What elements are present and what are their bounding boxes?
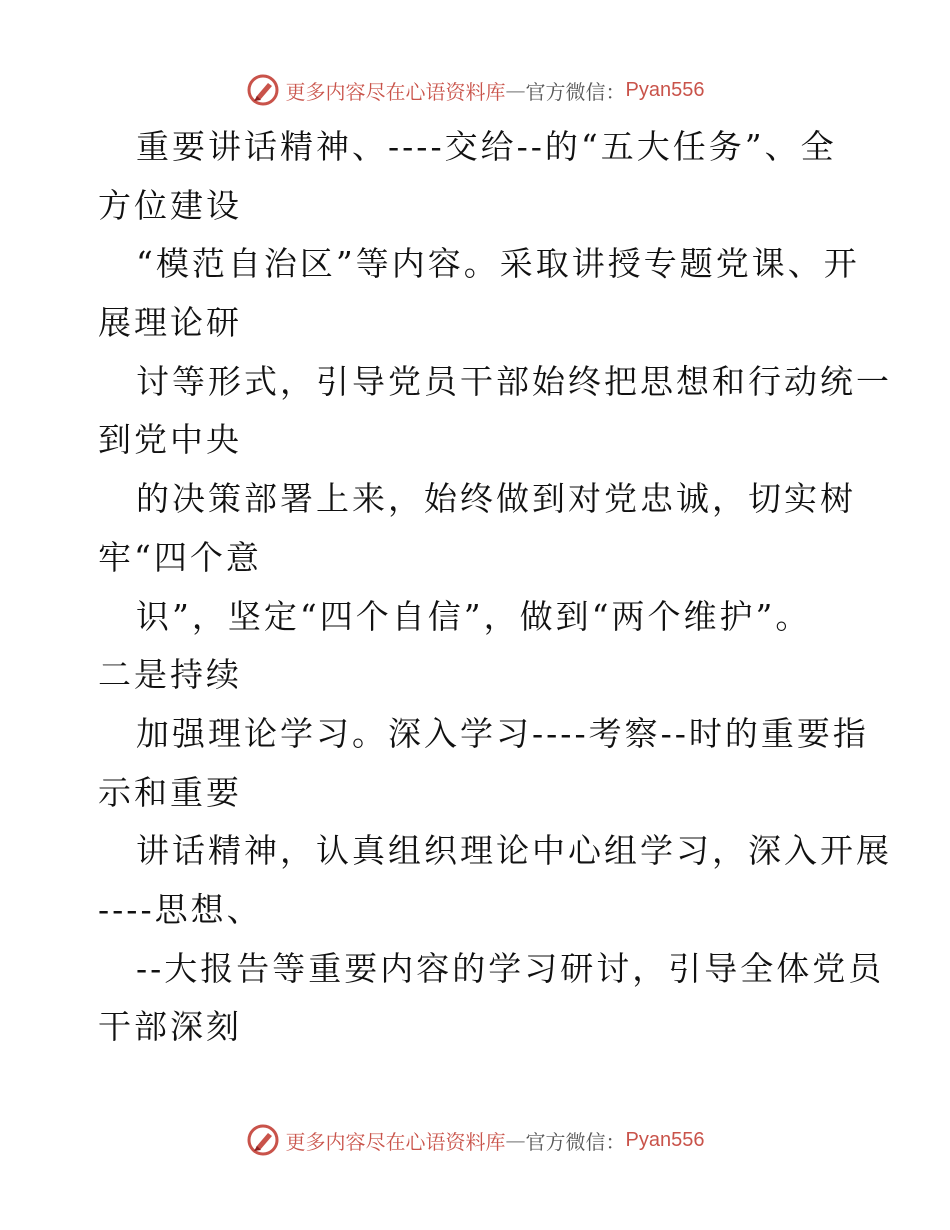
text-line: 干部深刻 <box>98 1007 242 1047</box>
text-line: 牢“四个意 <box>98 537 262 577</box>
watermark-text: 更多内容尽在心语资料库 <box>285 1129 506 1154</box>
text-line: ----思想、 <box>98 889 263 929</box>
document-body <box>98 118 892 1057</box>
watermark-wechat-label: 官方微信： <box>525 79 626 104</box>
watermark-wechat-id: Pyan556 <box>625 78 705 101</box>
text-line: 方位建设 <box>98 185 242 225</box>
text-line: 展理论研 <box>98 303 242 343</box>
text-line: 讲话精神，认真组织理论中心组学习，深入开展 <box>136 831 892 871</box>
text-line: 示和重要 <box>98 772 242 812</box>
text-line: 加强理论学习。深入学习----考察--时的重要指 <box>136 713 869 753</box>
pen-logo-icon <box>246 73 280 107</box>
watermark-banner-top <box>0 70 950 110</box>
pen-logo-icon <box>246 1123 280 1157</box>
text-line: 重要讲话精神、----交给--的“五大任务”、全 <box>136 127 837 166</box>
watermark-banner-bottom <box>0 1120 950 1160</box>
text-line: 二是持续 <box>98 655 242 695</box>
text-line: “模范自治区”等内容。采取讲授专题党课、开 <box>136 244 860 284</box>
watermark-text: 更多内容尽在心语资料库 <box>285 79 506 104</box>
text-line: 的决策部署上来，始终做到对党忠诚，切实树 <box>136 479 856 519</box>
text-line: --大报告等重要内容的学习研讨，引导全体党员 <box>136 948 885 988</box>
watermark-dash: — <box>505 1128 526 1152</box>
text-line: 到党中央 <box>98 420 242 460</box>
text-line: 识”，坚定“四个自信”，做到“两个维护”。 <box>136 596 812 636</box>
watermark-wechat-label: 官方微信： <box>525 1129 626 1154</box>
watermark-dash: — <box>505 78 526 102</box>
watermark-wechat-id: Pyan556 <box>625 1128 705 1151</box>
text-line: 讨等形式，引导党员干部始终把思想和行动统一 <box>136 361 892 401</box>
